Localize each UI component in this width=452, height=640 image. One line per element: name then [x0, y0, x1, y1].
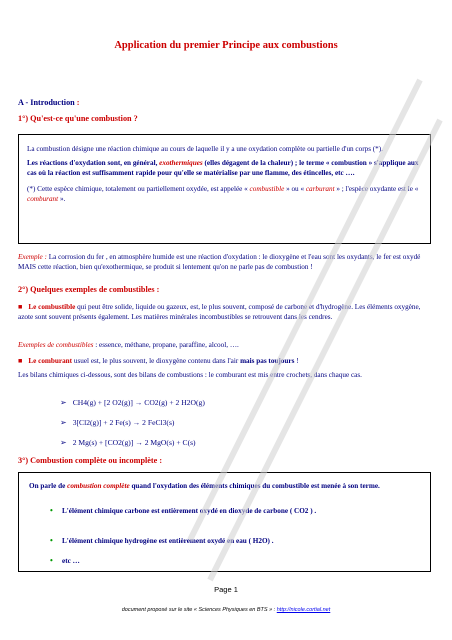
arrow-bullet-icon: ➢	[60, 398, 67, 407]
box1-carburant: carburant	[305, 185, 335, 193]
equation-text: 3[Cl2(g)] + 2 Fe(s) → 2 FeCl3(s)	[72, 418, 175, 427]
box2-intro-b: quand l'oxydation des éléments chimiques du combustible est menée à son terme.	[131, 482, 380, 490]
equation-text: CH4(g) + [2 O2(g)] → CO2(g) + 2 H2O(g)	[72, 398, 205, 407]
combustible-paragraph	[18, 302, 433, 322]
box1-p3-c: » ; l'espèce oxydante est le «	[336, 185, 419, 193]
arrow-bullet-icon: ➢	[60, 418, 67, 427]
red-bullet-icon: ■	[18, 357, 23, 365]
box2-li2-text: L'élément chimique hydrogène est entièrement oxydé en eau ( H2O) .	[62, 537, 274, 545]
green-bullet-icon: •	[50, 556, 53, 565]
box2-intro	[29, 481, 420, 491]
box1-comburant: comburant	[27, 195, 59, 203]
combustible-text: qui peut être solide, liquide ou gazeux, est, le plus souvent, composé de carbone et d'hydrogène. Les éléments oxygène, azote sont souvent présents également. Les matières minérales incombustibles se retrouvent dans les cendres.	[18, 303, 421, 321]
footer-link[interactable]: http://nicole.cortial.net	[276, 607, 331, 613]
definition-box	[18, 134, 431, 244]
box1-p2-a: Les réactions d'oxydation sont, en général,	[27, 159, 158, 167]
question-2-heading: 2°) Quelques exemples de combustibles :	[18, 285, 160, 294]
footer-note	[0, 607, 452, 613]
question-3-heading: 3°) Combustion complète ou incomplète :	[18, 456, 163, 465]
box1-combustible: combustible	[249, 185, 285, 193]
combustible-label: Le combustible	[28, 303, 76, 311]
box1-paragraph-2	[27, 158, 422, 178]
page-title: Application du premier Principe aux combustions	[114, 40, 338, 51]
box2-list-item-3	[50, 556, 422, 566]
comburant-label: Le comburant	[28, 357, 73, 365]
red-bullet-icon: ■	[18, 303, 23, 311]
box1-p3-a: (*) Cette espèce chimique, totalement ou partiellement oxydée, est appelée «	[27, 185, 248, 193]
section-a-label: A - Introduction	[18, 98, 75, 107]
box2-list-item-1	[50, 506, 422, 516]
box1-p3-b: » ou «	[286, 185, 305, 193]
box2-li1-text: L'élément chimique carbone est entièrement oxydé en dioxyde de carbone ( CO2 ) .	[62, 507, 317, 515]
box1-paragraph-1: La combustion désigne une réaction chimique au cours de laquelle il y a une oxydation complète ou partielle d'un corps (*).	[27, 145, 383, 153]
section-a-heading	[18, 98, 80, 107]
equation-2	[60, 418, 174, 427]
examples-combustibles	[18, 340, 433, 350]
comburant-paragraph	[18, 356, 433, 366]
green-bullet-icon: •	[50, 506, 53, 515]
exemple-label: Exemple :	[18, 253, 47, 261]
equation-3	[60, 438, 196, 447]
green-bullet-icon: •	[50, 536, 53, 545]
box2-list-item-2	[50, 536, 422, 546]
examples-label: Exemples de combustibles	[18, 341, 94, 349]
arrow-bullet-icon: ➢	[60, 438, 67, 447]
comburant-text: usuel est, le plus souvent, le dioxygène contenu dans l'air	[73, 357, 239, 365]
question-1-heading: 1°) Qu'est-ce qu'une combustion ?	[18, 114, 138, 123]
box1-exothermiques: exothermiques	[159, 159, 203, 167]
box1-p2-b: (elles dégagent de la chaleur) ; le terme « combustion » s'applique aux cas où la réaction est suffisamment rapide pour qu'elle se matérialise par une flamme, des étincelles, etc ….	[27, 159, 419, 177]
equation-1	[60, 398, 205, 407]
comburant-end: !	[296, 357, 299, 365]
page-number: Page 1	[214, 585, 238, 594]
equation-text: 2 Mg(s) + [CO2(g)] → 2 MgO(s) + C(s)	[72, 438, 196, 447]
comburant-bold: mais pas toujours	[240, 357, 295, 365]
examples-text: : essence, méthane, propane, paraffine, alcool, ….	[95, 341, 239, 349]
box1-paragraph-3	[27, 184, 422, 204]
box2-intro-a: On parle de	[29, 482, 66, 490]
box2-li3-text: etc …	[62, 557, 80, 565]
section-a-colon: :	[74, 98, 80, 107]
box2-combustion-complete: combustion complète	[67, 482, 130, 490]
footer-note-text: document proposé sur le site « Sciences Physiques en BTS » :	[121, 607, 276, 613]
exemple-text: La corrosion du fer , en atmosphère humide est une réaction d'oxydation : le dioxygène et l'eau sont les oxydants, le fer est oxydé MAIS cette réaction, bien qu'exothermique, se produit si lentement qu'on ne parle pas de combustion !	[18, 253, 421, 271]
bilans-paragraph: Les bilans chimiques ci-dessous, sont des bilans de combustions : le comburant est mis entre crochets, dans chaque cas.	[18, 371, 362, 379]
exemple-paragraph	[18, 252, 433, 272]
box1-p3-d: ».	[59, 195, 66, 203]
